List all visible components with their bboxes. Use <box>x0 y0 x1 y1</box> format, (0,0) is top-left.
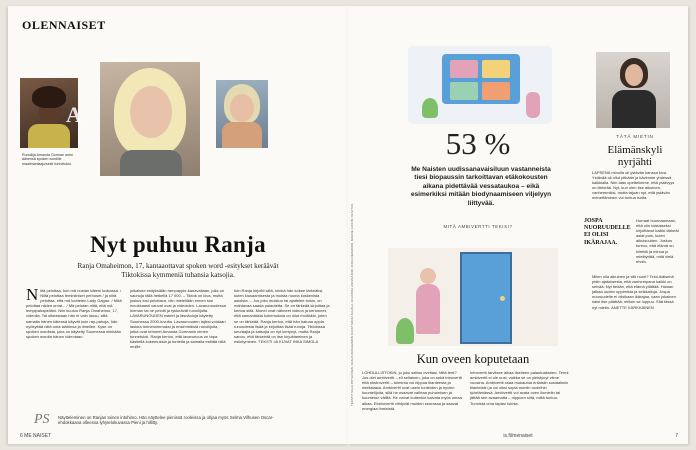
ps-mark: PS <box>34 412 50 427</box>
column-kicker: TÄTÄ MIETIN <box>616 134 654 139</box>
photo-caption: Runoilija Amanda Gorman antoi äänensä spoken wordille maailmanlaajuisesti tunnetuksi. <box>22 153 73 166</box>
percent-stat: 53 % <box>445 126 511 161</box>
headline: Nyt puhuu Ranja <box>90 232 266 257</box>
credit-rail: TEKSTIT SILJA PÖYHÖNEN, RANJA OMAHEIMON KUVAT MIRJA KUJALA, JOHANNA LINNAVUORI, ANNA DIEKMANN, MARIJE JACOB / KUVITUS <box>350 203 354 406</box>
body-column-1 <box>26 285 122 339</box>
folio-right: 7 <box>675 433 678 439</box>
door-column-2: Introvertti tarvitsee aikaa itselleen palautuakseen. Termi ambivertti ei ole uusi, vaikka se on yleistynyt viime vuosina. Ambivertti osaa mukautua erilaisiin sosiaalisiin tilanteisiin ja voi siksi sopia moniin rooleihin työelämässä. Ambivertti voi avata oven ilomielin tai jättää sen avaamatta – riippuen siitä, miltä tuntuu. Tunnista oma tapasi toimia. <box>470 370 569 406</box>
body-column-1-text: iitä pelottaa, kun mä nostan käteni luokassa. / Niitä pelottaa feminiiniset perhoset / ja niitä pelottaa, että mä luottelen Lady Gagan. / Niitä pelottaa niiden omat... / Mä pelotan niitä, että mä lempipahapeliäni. Niin kuuluu Ranja Omaheimo, 17, videolla. Tai oikeastaan hän ei vain lausu, sillä samalla hänen kätensä käyvät kuin rap-pahoja, hän nyökyttää niitä oma tahtiinsa ja ilmeilee. Kyse on spoken wordista, joka on käytetty Suomessa niinkään spoken wordia hänen videotaan. <box>26 288 122 339</box>
folio-left: 6 ME NAISET <box>20 433 52 439</box>
question-label: MITÄ AMBIVERTTI TEKISI? <box>443 224 513 229</box>
drop-cap: N <box>26 285 39 304</box>
ranja-small-photo <box>216 80 268 148</box>
section-label: OLENNAISET <box>22 18 106 32</box>
pull-quote: JOSPA NUORUUDELLE EI OLISI IKÄRAJAA. <box>584 218 631 246</box>
door-column-1: LOHDULLISTOKIN, jo joku sattuu oveltasi. Mitä teet? Jos olet ambivertti – eli sellainen, joka on sekä introvertti että ekstrovertti – toiminta voi riippua tilanteesta ja mielialasta. Ambivertit ovat usein tunteiden ja hyvien kuuntelijoita, sillä he osaavat vaihtaa puhumisen ja kuuntelun välillä. He voivat kuitenkin kaivata myös omaa aikaa. Ekstrovertit viihtyvät muiden seurassa ja saavat energiaa ihmisistä. <box>362 370 462 411</box>
column-headline: Elämänskyli nyrjähti <box>607 144 663 168</box>
column-text-bottom: Miten olla aikuinen ja silti nuori? Teini-ikäisenä pidin ajatuksesta, että vanhempana kaikki on selvää. Nyt tiedän, että elämä yllättää. Haluan jatkaa uuden oppimista ja seikkailuja. Jospa nuoruudelle ei olisikaan ikärajaa, vaan jokainen saisi itse päättää, milloin se loppuu. Sitä tässä nyt mietin. ANETTE KÄRKKÄINEN <box>592 274 676 310</box>
ps-note: Näytteleminen on Ranjan toinen intohimo. Hän näyttelee pienissä rooleissa ja ohjaa myös Selma Vilhusen Oscar-ehdokkaana olleessa lyhytelokuvassa Pieni ja hillitty. <box>58 415 274 426</box>
portrait-letter: A <box>66 102 82 127</box>
body-column-2: julkaisee esityksiään rampapple-kanavallaan, jolla on saunoja tällä hetkellä 17 000. – Tiktok on kiva, mutta joskus tosi pelottava, niin mielellään ennen tosi innokkaasti vauvat ovat ja videoiden. Lavarunoudessa hieman tai ne pelotti ja tykkeävät runoilijoita. LAVARUNOUDEN esteet ja läsnäoloja käytetty Suomessa 2000-luvulta. Lavarunouden lajiksi voidaan laskea tunnetuimmaksi ja ensimmäisiä runoilijoita, jotka ovat tehneet Amanda Gormanin nimen tunnetuksi. Ranja kertoo, että lavarunous on tapa käsitellä kokemuksia ja tunteita ja samalla esittää niitä muille. <box>130 288 226 350</box>
column-text-mid: Hurraat huomaamaan, että olin toistaiseksi kirjoittanut kaikki tärkeät asiat pois, kuten aikuisuuden. Joskus tuntuu, että elämä on kiirettä ja minua jo mietityttää, mitä vielä ehdin. <box>636 218 679 264</box>
ranja-main-photo <box>100 62 200 176</box>
deck: Ranja Omaheimon, 17, kantaaottavat spoken word -esitykset keräävät Tiktokissa kymmeniä tuhansia katsojia. <box>77 262 279 279</box>
right-page <box>348 6 688 444</box>
door-knock-illustration <box>388 248 558 346</box>
column-text-top: LAPSENA minulla oli ystävän kanssa kiva. Ystävää oli ollut pitkään ja kävimme yhdessä kaikkialla. Niin taas opettelimme, että ystävyys on tärkeää. Nyt, kun olen itse aikuinen, vanhemmiksi, mutta tajuan nyt, että ystävän menettäminen voi tuntua isolta. <box>592 170 675 201</box>
columnist-photo <box>596 52 670 128</box>
stat-text: Me Naisten uudissanavaisiluun vastanneista tiesi biopaussin tarkoittavan etäkokousten aikana pidettävää vessataukoa – eikä esimerkiksi mitään biodynaamiseen viljelyyn liittyvää. <box>410 166 552 207</box>
door-headline: Kun oveen koputetaan <box>416 352 530 366</box>
folio-url: is.fi/menaiset <box>503 433 533 439</box>
left-page <box>8 6 348 444</box>
video-call-illustration <box>408 46 552 124</box>
body-column-3: toin Ranja kirjoitti siitä, minkä hän kokee tärkeäksi, kuten kiusaamisesta ja muista nuoria koskevista asioista. – Jos joku muistuu tai ajattelee toisin, on mahtavaa saada palautetta. Se on tärkeää kirjoittaa ja kertoa siitä. Monet ovat nähneet videon ja kertoneet, että samanlaisia kokemuksia on ollut muillakin, joten se on tärkeää. Ranja kertoo, että hän haluaa oppia runoudesta lisää ja kirjoittaa lisää runoja. Tiktokissa seuraajia ja katsojia on nyt kertynyt, mutta Ranja sanoo, että tärkeintä on itse kirjoittaminen ja esiintyminen. TEKSTI JA KUVAT INKA SIMOLA <box>234 288 330 344</box>
